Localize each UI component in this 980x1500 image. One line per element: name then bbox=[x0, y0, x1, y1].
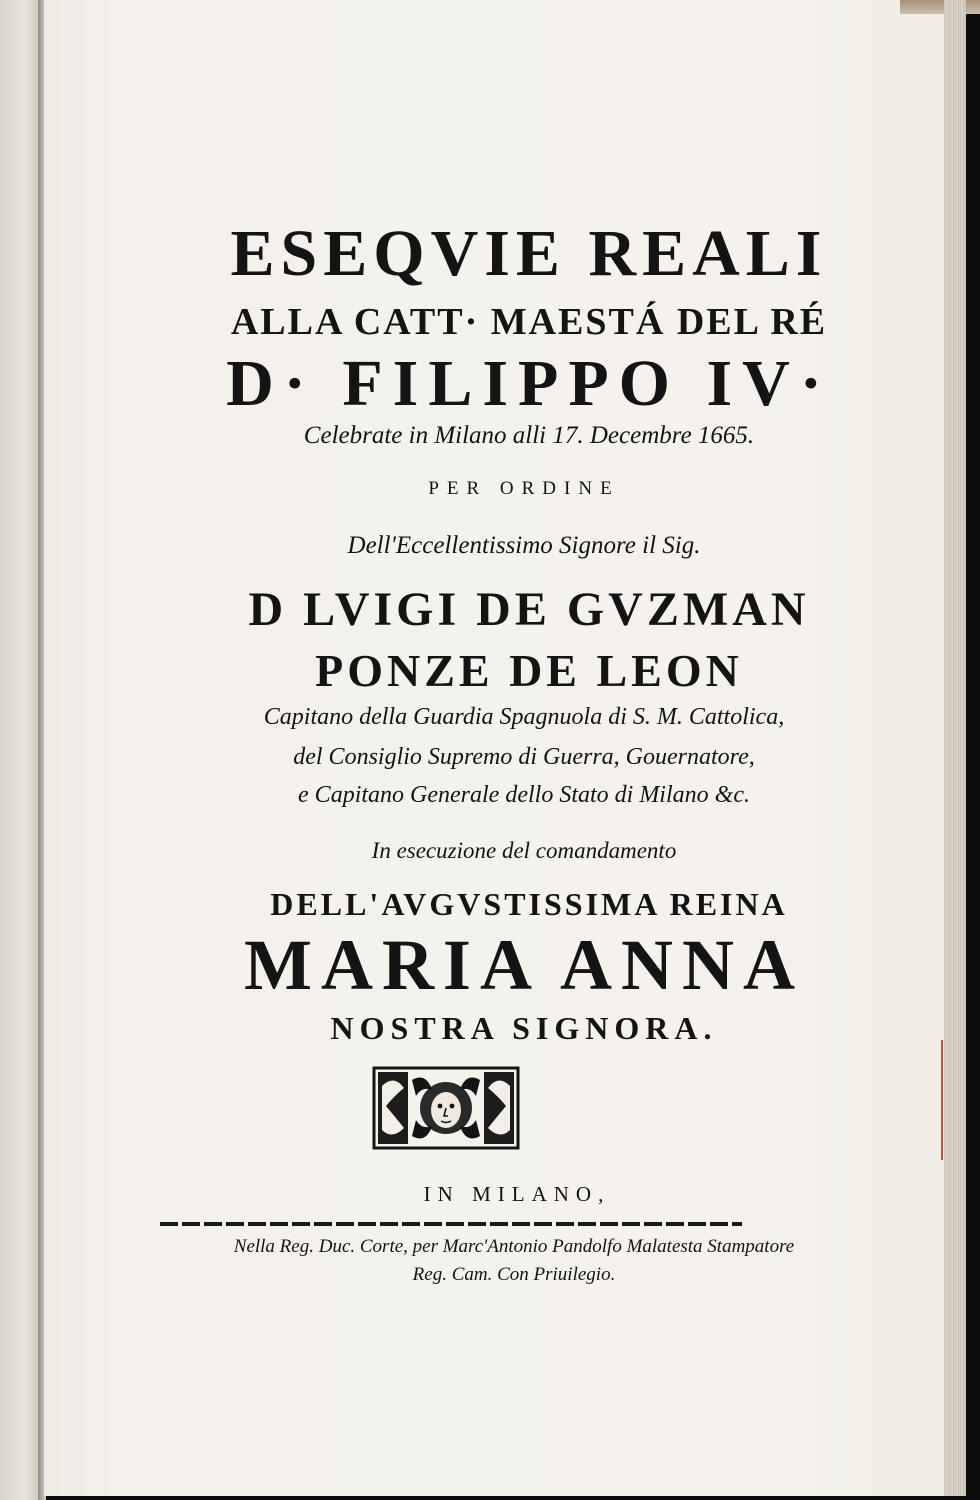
queen-name: MARIA ANNA bbox=[243, 925, 804, 1005]
imprint-place: IN MILANO, bbox=[423, 1182, 611, 1206]
queen-title: NOSTRA SIGNORA. bbox=[330, 1010, 718, 1046]
dedicatee-title: ALLA CATT· MAESTÁ DEL RÉ bbox=[230, 301, 828, 343]
facing-page-edge bbox=[0, 0, 40, 1500]
governor-name-line-2: PONZE DE LEON bbox=[315, 645, 743, 696]
execution-line: In esecuzione del comandamento bbox=[371, 838, 677, 863]
governor-name-line-1: D LVIGI DE GVZMAN bbox=[248, 583, 810, 636]
office-line-3: e Capitano Generale dello Stato di Milano &c. bbox=[298, 782, 750, 808]
cherub-ornament-icon bbox=[372, 1066, 520, 1150]
queen-line-1: DELL'AVGVSTISSIMA REINA bbox=[270, 886, 788, 922]
per-ordine: PER ORDINE bbox=[428, 478, 620, 499]
page-top-edge bbox=[900, 0, 980, 14]
main-title: ESEQVIE REALI bbox=[230, 217, 828, 290]
office-line-2: del Consiglio Supremo di Guerra, Gouernatore, bbox=[293, 744, 755, 770]
page-fore-edge bbox=[944, 0, 966, 1496]
imprint-line-1: Nella Reg. Duc. Corte, per Marc'Antonio Pandolfo Malatesta Stampatore bbox=[233, 1236, 795, 1257]
office-line-1: Capitano della Guardia Spagnuola di S. M. Cattolica, bbox=[263, 704, 785, 730]
celebration-date: Celebrate in Milano alli 17. Decembre 1665. bbox=[303, 422, 755, 449]
imprint-line-2: Reg. Cam. Con Priuilegio. bbox=[412, 1264, 616, 1285]
imprint-divider-rule bbox=[160, 1222, 742, 1226]
page-edge-mark bbox=[941, 1040, 943, 1160]
king-name: D· FILIPPO IV· bbox=[226, 347, 832, 420]
dedication-line: Dell'Eccellentissimo Signore il Sig. bbox=[347, 532, 701, 559]
